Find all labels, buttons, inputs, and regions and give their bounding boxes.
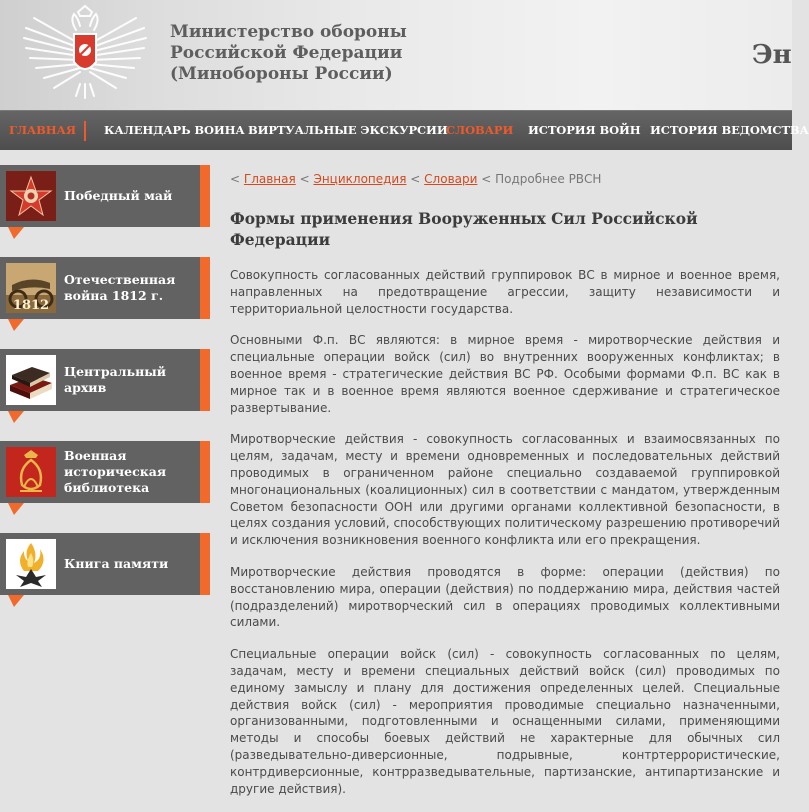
article-paragraph: Совокупность согласованных действий группировок ВС в мирное и военное время, направленных на предотвращение агрессии, защиту независимости и территориальной целостности государства. bbox=[230, 268, 780, 316]
article-paragraph: Миротворческие действия проводятся в форме: операции (действия) по восстановлению мира, операции (действия) по поддержанию мира, действия частей (подразделений) миротворческий сил в операциях проводимых коллективными силами. bbox=[230, 564, 780, 630]
sidebar-item-label: Отечественная война 1812 г. bbox=[64, 272, 176, 303]
page-title: Формы применения Вооруженных Сил Российской Федерации bbox=[230, 209, 698, 249]
ministry-name-line3: (Минобороны России) bbox=[170, 64, 393, 84]
nav-separator bbox=[84, 121, 86, 141]
nav-item-dictionaries[interactable]: СЛОВАРИ bbox=[446, 123, 514, 137]
nav-item-home[interactable]: ГЛАВНАЯ bbox=[9, 123, 76, 137]
sidebar-item-label: Военная историческая библиотека bbox=[64, 448, 167, 495]
sidebar-item-central-archive[interactable] bbox=[0, 349, 210, 411]
main-content bbox=[230, 172, 780, 812]
ministry-name[interactable] bbox=[170, 22, 407, 85]
nav-item-war-history[interactable]: ИСТОРИЯ ВОЙН bbox=[528, 123, 641, 137]
svg-text:1812: 1812 bbox=[12, 298, 50, 313]
sidebar-item-war-1812[interactable] bbox=[0, 257, 210, 319]
nav-item-ministry-history[interactable]: ИСТОРИЯ ВЕДОМСТВА bbox=[650, 123, 809, 137]
sidebar-item-label: Победный май bbox=[64, 188, 173, 203]
breadcrumb-link-encyclopedia[interactable]: Энциклопедия bbox=[313, 172, 407, 186]
breadcrumb-link-dictionaries[interactable]: Словари bbox=[424, 172, 478, 186]
red-star-order-icon bbox=[6, 171, 56, 221]
site-section-title: Эн bbox=[752, 40, 792, 70]
breadcrumb-link-home[interactable]: Главная bbox=[243, 172, 296, 186]
eternal-flame-icon bbox=[6, 539, 56, 589]
sidebar-item-victory-may[interactable] bbox=[0, 165, 210, 227]
ministry-name-line2: Российской Федерации bbox=[170, 43, 403, 63]
sidebar-item-military-library[interactable] bbox=[0, 441, 210, 503]
breadcrumb-current: Подробнее РВСН bbox=[495, 172, 602, 186]
double-headed-eagle-emblem-icon[interactable] bbox=[18, 4, 152, 100]
sidebar-item-label: Центральный архив bbox=[64, 364, 167, 395]
breadcrumb: < Главная < Энциклопедия < Словари < Подробнее РВСН bbox=[230, 172, 602, 186]
article-paragraph: Миротворческие действия - совокупность согласованных и взаимосвязанных по целям, задачам, месту и времени одновременных и последовательных действий проводимых в ограниченном районе специально создаваемой группировкой многонациональных (коалиционных) сил в соответствии с мандатом, утвержденным Советом безопасности ООН или другими органами коллективной безопасности, в целях создания условий, способствующих политическому разрешению противоречий и исключения возникновения военного конфликта или его прекращения. bbox=[230, 432, 780, 548]
library-emblem-icon bbox=[6, 447, 56, 497]
nav-item-virtual-tours[interactable]: ВИРТУАЛЬНЫЕ ЭКСКУРСИИ bbox=[248, 123, 448, 137]
article-paragraph: Специальные операции войск (сил) - совокупность согласованных по целям, задачам, месту и времени специальных действий войск (сил) проводимых по единому замыслу и плану для достижения определенных целей. Специальные действия войск (сил) - мероприятия проводимые специально назначенными, организованными, подготовленными и оснащенными силами, применяющими методы и способы боевых действий не характерные для обычных сил (разведывательно-диверсионные, подрывные, контртеррористические, контрдиверсионные, контрразведывательные, партизанские, антипартизанские и другие действия). bbox=[230, 647, 780, 796]
main-nav bbox=[0, 110, 809, 150]
archive-books-icon bbox=[6, 355, 56, 405]
ministry-name-line1: Министерство обороны bbox=[170, 22, 407, 42]
1812-cannon-icon bbox=[6, 263, 56, 313]
nav-item-warrior-calendar[interactable]: КАЛЕНДАРЬ ВОИНА bbox=[104, 123, 245, 137]
sidebar-item-label: Книга памяти bbox=[64, 556, 169, 571]
site-header bbox=[0, 0, 792, 110]
sidebar-item-memory-book[interactable] bbox=[0, 533, 210, 595]
article-paragraph: Основными Ф.п. ВС являются: в мирное время - миротворческие действия и специальные операции войск (сил) во внутренних вооруженных конфликтах; в военное время - стратегические действия ВС РФ. Особыми формами Ф.п. ВС как в мирное так и в военное время являются военное сдерживание и стратегическое развертывание. bbox=[230, 333, 780, 415]
